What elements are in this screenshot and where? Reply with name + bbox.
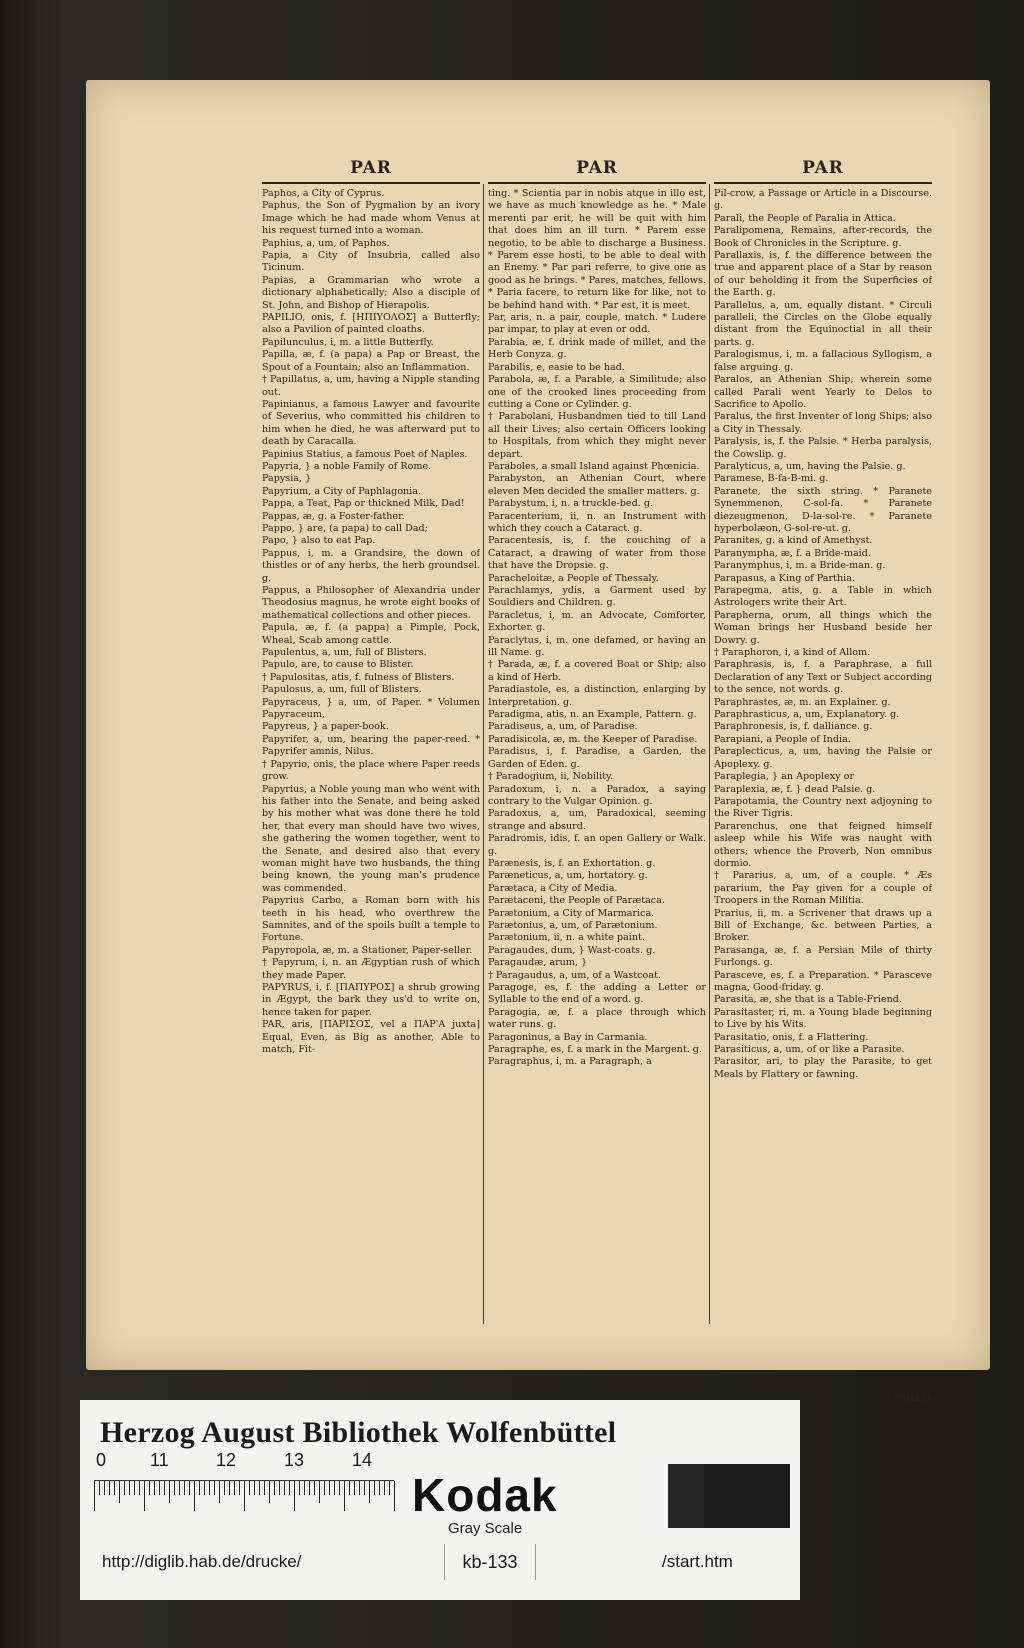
ruler-tick bbox=[224, 1481, 225, 1495]
ruler-tick bbox=[349, 1481, 350, 1495]
ruler-tick bbox=[379, 1481, 380, 1495]
ruler-tick bbox=[209, 1481, 210, 1495]
running-head-3: PAR bbox=[714, 158, 932, 184]
ruler-tick bbox=[299, 1481, 300, 1495]
ruler-tick bbox=[109, 1481, 110, 1495]
ruler-tick bbox=[159, 1481, 160, 1495]
ruler-tick bbox=[339, 1481, 340, 1495]
library-name: Herzog August Bibliothek Wolfenbüttel bbox=[100, 1416, 617, 1449]
ruler-tick bbox=[184, 1481, 185, 1495]
gray-swatch-step bbox=[668, 1464, 704, 1528]
ruler-tick bbox=[359, 1481, 360, 1495]
ruler-tick bbox=[269, 1481, 270, 1503]
ruler-tick bbox=[129, 1481, 130, 1495]
ruler-tick bbox=[394, 1481, 395, 1511]
ruler-tick bbox=[174, 1481, 175, 1495]
ruler-tick bbox=[319, 1481, 320, 1503]
column-1-entries: Paphos, a City of Cyprus. Paphus, the Son of Pygmalion by an ivory Image which he had made whom Venus at his request turned into a woman. Paphius, a, um, of Paphos. Papia, a City of Insubria, called also Ticinum. Papias, a Grammarian who wrote a dictionary alphabetically; Also a disciple of St. John, and Bishop of Hierapolis. PAPILIO, onis, f. [ΗΠΙΥΟΛΟΣ] a Butterfly; also a Pavilion of painted cloaths. Papilunculus, i, m. a little Butterfly. Papilla, æ, f. (a papa) a Pap or Breast, the Spout of a Fountain; also an Inflammation. † Papillatus, a, um, having a Nipple standing out. Papinianus, a famous Lawyer and favourite of Severius, who committed his children to him when he died, he was afterward put to death by Caracalla. Papinius Statius, a famous Poet of Naples. Papyria, } a noble Family of Rome. Papysia, } Papyrium, a City of Paphlagonia. Pappa, a Teat, Pap or thickned Milk, Dad! Pappas, æ, g. a Foster-father. Pappo, } are, (a papa) to call Dad; Papo, } also to eat Pap. Pappus, i, m. a Grandsire, the down of thistles or of any herbs, the herb groundsel. g. Pappus, a Philosopher of Alexandria under Theodosius magnus, he wrote eight books of mathematical collections and other pieces. Papula, æ, f. (a pappa) a Pimple, Pock, Wheal, Scab among cattle. Papulentus, a, um, full of Blisters. Papulo, are, to cause to Blister. † Papulositas, atis, f. fulness of Blisters. Papulosus, a, um, full of Blisters. Papyraceus, } a, um, of Paper. * Volumen Papyraceum, Papyreus, } a paper-book. Papyrifer, a, um, bearing the paper-reed. * Papyrifer amnis, Nilus. † Papyrio, onis, the place where Paper reeds grow. Papyrius, a Noble young man who went with his father into the Senate, and being asked by his mother what was done there he told her, that every man should have two wives, she gathering the women together, went to the Senate, and desired also that every woman might have two husbands, the thing being known, the young man's prudence was commended. Papyrius Carbo, a Roman born with his teeth in his head, who overthrew the Samnites, and of the spoils built a temple to Fortune. Papyropola, æ, m. a Stationer, Paper-seller. † Papyrum, i, n. an Ægyptian rush of which they made Paper. PAPYRUS, i, f. [ΠΑΠΥΡΟΣ] a shrub growing in Ægypt, the bark they us'd to write on, hence taken for paper. PAR, aris, [ΠΑΡΙΣΟΣ, vel a ΠΑΡ'Α juxta] Equal, Even, as Big as another, Able to match, Fit- bbox=[262, 188, 480, 1056]
ruler-tick bbox=[164, 1481, 165, 1495]
ruler-tick bbox=[324, 1481, 325, 1495]
ruler-tick bbox=[234, 1481, 235, 1495]
ruler-tick bbox=[99, 1481, 100, 1495]
ruler-tick bbox=[354, 1481, 355, 1495]
ruler-tick bbox=[334, 1481, 335, 1495]
library-url: http://diglib.hab.de/drucke/ bbox=[102, 1552, 302, 1571]
ruler-tick bbox=[309, 1481, 310, 1495]
ruler-tick bbox=[239, 1481, 240, 1495]
running-head-1: PAR bbox=[262, 158, 480, 184]
ruler-tick bbox=[289, 1481, 290, 1495]
dictionary-page bbox=[86, 80, 990, 1404]
ruler-tick bbox=[364, 1481, 365, 1495]
ruler-tick bbox=[179, 1481, 180, 1495]
ruler-tick bbox=[219, 1481, 220, 1503]
ruler-tick bbox=[344, 1481, 345, 1511]
ruler-tick bbox=[294, 1481, 295, 1511]
ruler-tick bbox=[134, 1481, 135, 1495]
catchword: PARASI- bbox=[894, 1393, 934, 1404]
ruler-tick bbox=[189, 1481, 190, 1495]
ruler-number: 12 bbox=[216, 1450, 237, 1470]
ruler-number: 0 bbox=[96, 1450, 107, 1470]
ruler-tick bbox=[244, 1481, 245, 1511]
column-3-entries: Pil-crow, a Passage or Article in a Discourse. g. Parali, the People of Paralia in Attica. Paralipomena, Remains, after-records, the Book of Chronicles in the Scripture. g. Parallaxis, is, f. the difference between the true and apparent place of a Star by reason of our beholding it from the Superficies of the Earth. g. Parallelus, a, um, equally distant. * Circuli paralleli, the Circles on the Globe equally distant from the Equinoctial in all their parts. g. Paralogismus, i, m. a fallacious Syllogism, a false arguing. g. Paralos, an Athenian Ship, wherein some called Parali went Yearly to Delos to Sacrifice to Apollo. Paralus, the first Inventer of long Ships; also a City in Thessaly. Paralysis, is, f. the Palsie. * Herba paralysis, the Cowslip. g. Paralyticus, a, um, having the Palsie. g. Paramese, B-fa-B-mi. g. Paranete, the sixth string. * Paranete Synemmenon, C-sol-fa. * Paranete diezeugmenon, D-la-sol-re. * Paranete hyperbolæon, G-sol-re-ut. g. Paranites, g. a kind of Amethyst. Paranympha, æ, f. a Bride-maid. Paranymphus, i, m. a Bride-man. g. Parapasus, a King of Parthia. Parapegma, atis, g. a Table in which Astrologers write their Art. Parapherna, orum, all things which the Woman brings her Husband beside her Dowry. g. † Paraphoron, i, a kind of Allom. Paraphrasis, is, f. a Paraphrase, a full Declaration of any Text or Subject according to the sence, not words. g. Paraphrastes, æ, m. an Explainer. g. Paraphrasticus, a, um, Explanatory. g. Paraphronesis, is, f. dalliance. g. Parapiani, a People of India. Paraplecticus, a, um, having the Palsie or Apoplexy. g. Paraplegia, } an Apoplexy or Paraplexia, æ, f. } dead Palsie. g. Parapotamia, the Country next adjoyning to the River Tigris. Pararenchus, one that feigned himself asleep while his Wife was naught with others; whence the Proverb, Non omnibus dormio. † Pararius, a, um, of a couple. * Æs pararium, the Pay given for a couple of Troopers in the Roman Militia. Prarius, ii, m. a Scrivener that draws up a Bill of Exchange, &c. between Parties, a Broker. Parasanga, æ, f. a Persian Mile of thirty Furlongs. g. Parasceve, es, f. a Preparation. * Parasceve magna, Good-friday. g. Parasita, æ, she that is a Table-Friend. Parasitaster, ri, m. a Young blade beginning to Live by his Wits. Parasitatio, onis, f. a Flattering. Parasiticus, a, um, of or like a Parasite. Parasitor, ari, to play the Parasite, to get Meals by Flattery or fawning. bbox=[714, 188, 932, 1080]
ruler-tick bbox=[144, 1481, 145, 1511]
ruler-tick bbox=[329, 1481, 330, 1495]
scale-ruler bbox=[94, 1480, 394, 1523]
column-2 bbox=[488, 158, 706, 1328]
ruler-tick bbox=[284, 1481, 285, 1495]
ruler-tick bbox=[229, 1481, 230, 1495]
ruler-tick bbox=[249, 1481, 250, 1495]
start-url: /start.htm bbox=[662, 1552, 733, 1571]
running-head-2: PAR bbox=[488, 158, 706, 184]
ruler-tick bbox=[254, 1481, 255, 1495]
column-divider bbox=[483, 184, 484, 1324]
column-1 bbox=[262, 158, 480, 1328]
ruler-tick bbox=[114, 1481, 115, 1495]
ruler-tick bbox=[94, 1481, 95, 1511]
ruler-tick bbox=[304, 1481, 305, 1495]
ruler-number: 13 bbox=[284, 1450, 305, 1470]
column-3 bbox=[714, 158, 932, 1328]
ruler-tick bbox=[149, 1481, 150, 1495]
column-divider bbox=[709, 184, 710, 1324]
ruler-tick bbox=[389, 1481, 390, 1495]
ruler-tick bbox=[279, 1481, 280, 1495]
ruler-tick bbox=[314, 1481, 315, 1495]
library-label-card bbox=[80, 1400, 800, 1600]
column-2-entries: ting. * Scientia par in nobis atque in illo est, we have as much knowledge as he. * Male merenti par erit, he will be quit with him that does him an ill turn. * Parem esse negotio, to be able to discharge a Business. * Parem esse hosti, to be able to deal with an Enemy. * Par pari referre, to give one as good as he brings. * Pares, matches, fellows. * Paria facere, to return like for like, not to be behind hand with. * Par est, it is meet. Par, aris, n. a pair, couple, match. * Ludere par impar, to play at even or odd. Parabia, æ, f. drink made of millet, and the Herb Conyza. g. Parabilis, e, easie to be had. Parabola, æ, f. a Parable, a Similitude; also one of the crooked lines proceeding from cutting a Cone or Cylinder. g. † Parabolani, Husbandmen tied to till Land all their Lives; also certain Officers looking to Hospitals, from which they might never depart. Paraboles, a small Island against Phœnicia. Parabyston, an Athenian Court, where eleven Men decided the smaller matters. g. Parabystum, i, n. a truckle-bed. g. Paracenterium, ii, n. an Instrument with which they couch a Cataract. g. Paracentesis, is, f. the couching of a Cataract, a drawing of water from those that have the Dropsie. g. Paracheloitæ, a People of Thessaly. Parachlamys, ydis, a Garment used by Souldiers and Children. g. Paracletus, i, m. an Advocate, Comforter, Exhorter. g. Paraclytus, i, m. one defamed, or having an ill Name. g. † Parada, æ, f. a covered Boat or Ship; also a kind of Herb. Paradiastole, es, a distinction, enlarging by Interpretation. g. Paradigma, atis, n. an Example, Pattern. g. Paradiseus, a, um, of Paradise. Paradisicola, æ, m. the Keeper of Paradise. Paradisus, i, f. Paradise, a Garden, the Garden of Eden. g. † Paradogium, ii, Nobility. Paradoxum, i, n. a Paradox, a saying contrary to the Vulgar Opinion. g. Paradoxus, a, um, Paradoxical, seeming strange and absurd. Paradromis, idis, f. an open Gallery or Walk. g. Parænesis, is, f. an Exhortation. g. Paræneticus, a, um, hortatory. g. Parætaca, a City of Media. Parætaceni, the People of Parætaca. Parætonium, a City of Marmarica. Parætonius, a, um, of Parætonium. Parætonium, ii, n. a white paint. Paragaudes, dum, } Wast-coats. g. Paragaudæ, arum, } † Paragaudus, a, um, of a Wastcoat. Paragoge, es, f. the adding a Letter or Syllable to the end of a word. g. Paragogia, æ, f. a place through which water runs. g. Paragoninus, a Bay in Carmania. Paragraphe, es, f. a mark in the Margent. g. Paragraphus, i, m. a Paragraph, a bbox=[488, 188, 706, 1068]
print-block bbox=[262, 158, 942, 1404]
ruler-tick bbox=[139, 1481, 140, 1495]
shelf-code: kb-133 bbox=[444, 1544, 536, 1580]
ruler-number: 14 bbox=[352, 1450, 373, 1470]
ruler-tick bbox=[214, 1481, 215, 1495]
ruler-tick bbox=[204, 1481, 205, 1495]
ruler-tick bbox=[264, 1481, 265, 1495]
ruler-number: 11 bbox=[150, 1450, 169, 1470]
ruler-tick bbox=[119, 1481, 120, 1503]
ruler-tick bbox=[369, 1481, 370, 1503]
ruler-tick bbox=[124, 1481, 125, 1495]
ruler-tick bbox=[274, 1481, 275, 1495]
kodak-logo: Kodak bbox=[412, 1469, 558, 1521]
ruler-tick bbox=[154, 1481, 155, 1495]
ruler-tick bbox=[384, 1481, 385, 1495]
ruler-tick bbox=[104, 1481, 105, 1495]
gray-scale-caption: Gray Scale bbox=[448, 1520, 523, 1537]
ruler-tick bbox=[169, 1481, 170, 1503]
ruler-tick bbox=[199, 1481, 200, 1495]
ruler-tick bbox=[259, 1481, 260, 1495]
ruler-tick bbox=[374, 1481, 375, 1495]
ruler-tick bbox=[194, 1481, 195, 1511]
